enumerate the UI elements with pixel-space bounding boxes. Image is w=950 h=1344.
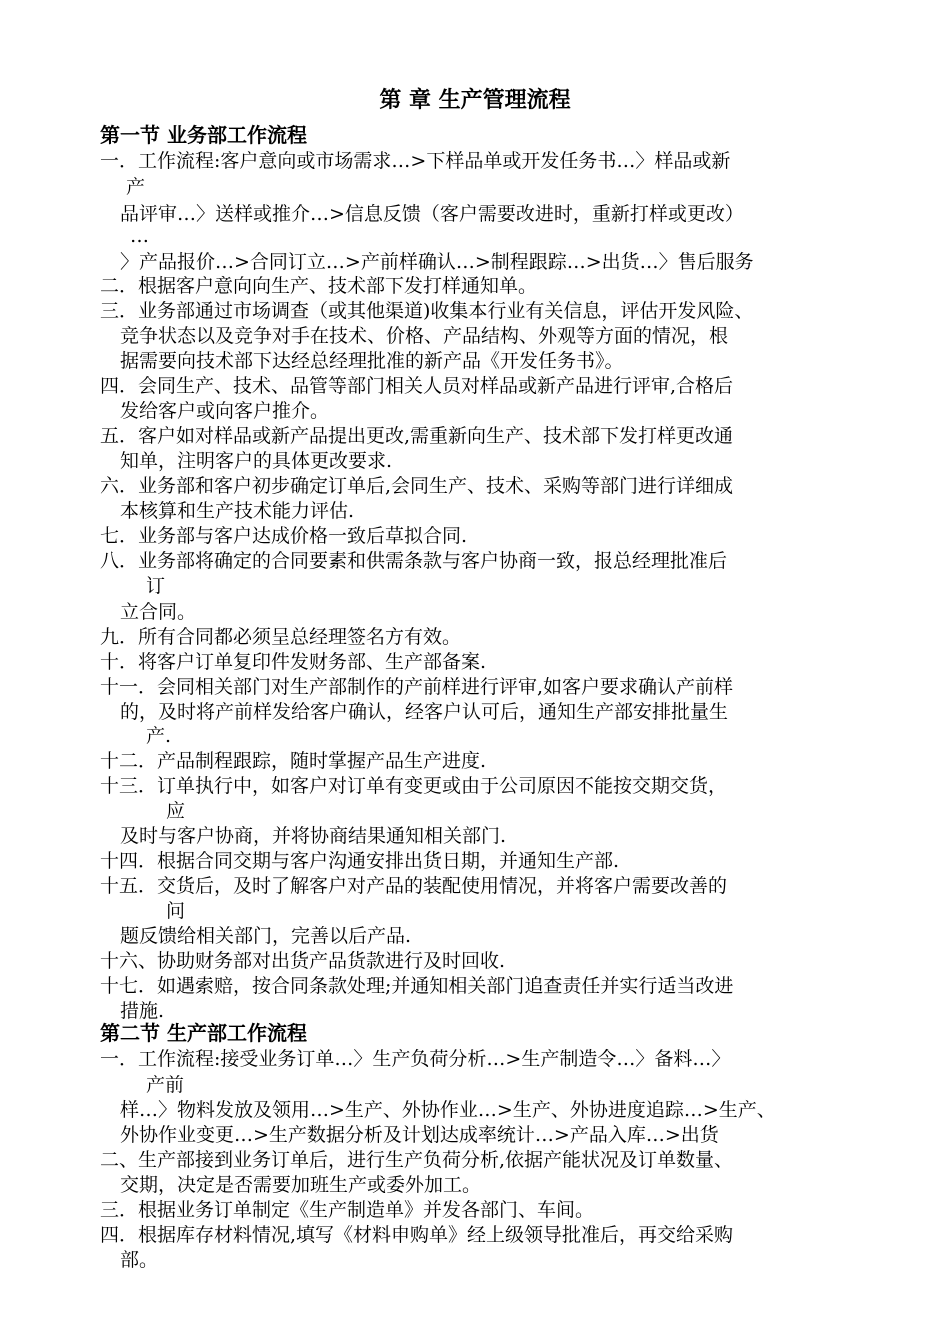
text-line: 立合同。: [120, 601, 197, 623]
text-line: 据需要向技术部下达经总经理批准的新产品《开发任务书》。: [120, 350, 624, 372]
text-line: 八．业务部将确定的合同要素和供需条款与客户协商一致，报总经理批准后: [100, 550, 728, 572]
text-line: 十二．产品制程跟踪，随时掌握产品生产进度.: [100, 750, 487, 772]
document-title: 第 章 生产管理流程: [379, 88, 571, 113]
text-line: 十三．订单执行中，如客户对订单有变更或由于公司原因不能按交期交货，: [100, 775, 728, 797]
text-line: 三．根据业务订单制定《生产制造单》并发各部门、车间。: [100, 1199, 595, 1221]
text-line: 四．会同生产、技术、品管等部门相关人员对样品或新产品进行评审,合格后: [100, 375, 734, 397]
text-line: 十六、协助财务部对出货产品货款进行及时回收.: [100, 950, 506, 972]
text-line: 订: [146, 575, 166, 597]
text-line: 〉产品报价…>合同订立…>产前样确认…>制程跟踪…>出货…〉售后服务: [120, 251, 754, 273]
text-line: 一．工作流程:客户意向或市场需求…>下样品单或开发任务书…〉样品或新: [100, 150, 731, 172]
text-line: 题反馈给相关部门，完善以后产品.: [120, 925, 412, 947]
text-line: 措施.: [120, 1000, 165, 1022]
text-line: 竞争状态以及竞争对手在技术、价格、产品结构、外观等方面的情况，根: [120, 325, 729, 347]
text-line: 样…〉物料发放及领用…>生产、外协作业…>生产、外协进度追踪…>生产、: [120, 1099, 776, 1121]
text-line: 及时与客户协商，并将协商结果通知相关部门.: [120, 825, 507, 847]
text-line: 的，及时将产前样发给客户确认，经客户认可后，通知生产部安排批量生: [120, 701, 729, 723]
text-line: 应: [166, 800, 186, 822]
text-line: 产.: [146, 725, 172, 747]
text-line: 九．所有合同都必须呈总经理签名方有效。: [100, 626, 462, 648]
text-line: …: [130, 225, 149, 247]
text-line: 十七．如遇索赔，按合同条款处理;并通知相关部门追查责任并实行适当改进: [100, 975, 734, 997]
text-line: 品评审…〉送样或推介…>信息反馈（客户需要改进时，重新打样或更改）: [120, 203, 744, 225]
text-line: 十五．交货后，及时了解客户对产品的装配使用情况，并将客户需要改善的: [100, 875, 728, 897]
text-line: 部。: [120, 1249, 159, 1271]
text-line: 外协作业变更…>生产数据分析及计划达成率统计…>产品入库…>出货: [120, 1124, 719, 1146]
text-line: 四．根据库存材料情况,填写《材料申购单》经上级领导批准后，再交给采购: [100, 1224, 734, 1246]
text-line: 二、生产部接到业务订单后，进行生产负荷分析,依据产能状况及订单数量、: [100, 1149, 734, 1171]
text-line: 十四．根据合同交期与客户沟通安排出货日期，并通知生产部.: [100, 850, 620, 872]
text-line: 交期，决定是否需要加班生产或委外加工。: [120, 1174, 482, 1196]
text-line: 一．工作流程:接受业务订单…〉生产负荷分析…>生产制造令…〉备料…〉: [100, 1048, 731, 1070]
text-line: 产: [126, 176, 146, 198]
text-line: 三．业务部通过市场调查（或其他渠道)收集本行业有关信息，评估开发风险、: [100, 300, 754, 322]
section-heading: 第一节 业务部工作流程: [100, 123, 307, 147]
text-line: 十．将客户订单复印件发财务部、生产部备案.: [100, 651, 487, 673]
text-line: 产前: [146, 1074, 185, 1096]
text-line: 二．根据客户意向向生产、技术部下发打样通知单。: [100, 275, 538, 297]
text-line: 本核算和生产技术能力评估.: [120, 500, 355, 522]
text-line: 十一．会同相关部门对生产部制作的产前样进行评审,如客户要求确认产前样: [100, 676, 734, 698]
text-line: 七．业务部与客户达成价格一致后草拟合同.: [100, 525, 468, 547]
text-line: 五．客户如对样品或新产品提出更改,需重新向生产、技术部下发打样更改通: [100, 425, 734, 447]
text-line: 知单，注明客户的具体更改要求.: [120, 450, 393, 472]
text-line: 发给客户或向客户推介。: [120, 400, 330, 422]
text-line: 问: [166, 900, 186, 922]
section-heading: 第二节 生产部工作流程: [100, 1021, 307, 1045]
text-line: 六．业务部和客户初步确定订单后,会同生产、技术、采购等部门进行详细成: [100, 475, 734, 497]
